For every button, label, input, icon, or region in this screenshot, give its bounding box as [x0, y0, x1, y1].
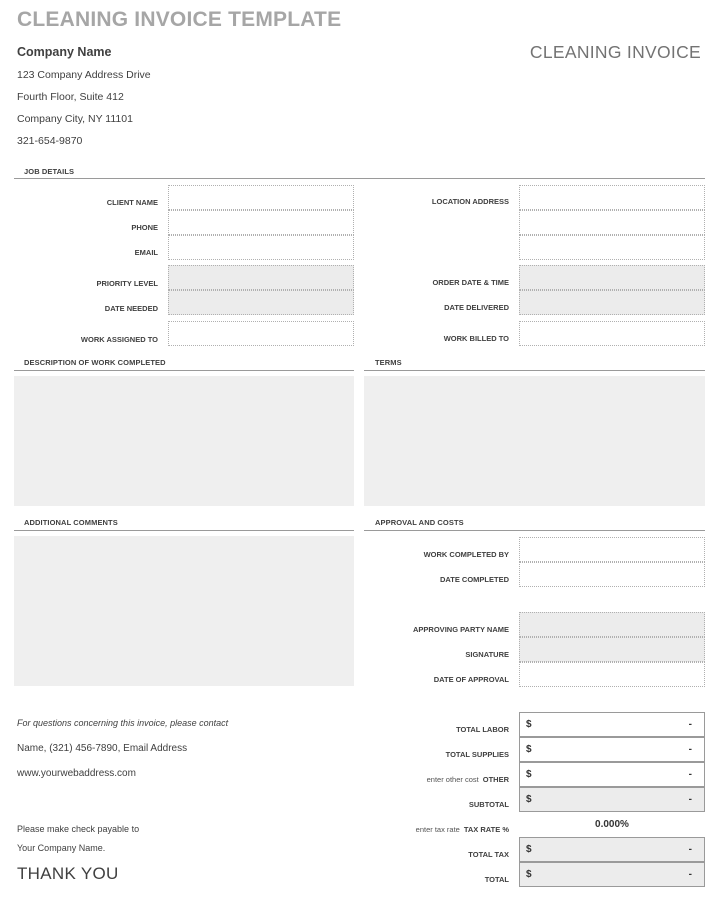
currency-symbol: $	[526, 794, 532, 805]
comments-divider	[14, 530, 354, 531]
subtotal-field	[519, 787, 705, 812]
client-name-field[interactable]	[168, 185, 354, 210]
comments-textarea[interactable]	[14, 536, 354, 686]
total-supplies-label: TOTAL SUPPLIES	[445, 750, 509, 759]
signature-label: SIGNATURE	[465, 650, 509, 659]
other-cost-label	[427, 775, 509, 784]
terms-textarea[interactable]	[364, 376, 705, 506]
date-needed-field[interactable]	[168, 290, 354, 315]
work-assigned-to-field[interactable]	[168, 321, 354, 346]
order-date-time-field[interactable]	[519, 265, 705, 290]
priority-level-field[interactable]	[168, 265, 354, 290]
approving-party-name-field[interactable]	[519, 612, 705, 637]
approval-divider	[364, 530, 705, 531]
date-completed-label: DATE COMPLETED	[439, 575, 509, 584]
amount-value: -	[688, 719, 692, 730]
document-title: CLEANING INVOICE TEMPLATE	[17, 8, 342, 31]
subtotal-label: SUBTOTAL	[468, 800, 509, 809]
invoice-title: CLEANING INVOICE	[529, 42, 701, 62]
amount-value: -	[688, 794, 692, 805]
location-address-field-line1[interactable]	[519, 185, 705, 210]
total-tax-field	[519, 837, 705, 862]
date-delivered-label: DATE DELIVERED	[444, 303, 509, 312]
company-phone: 321-654-9870	[17, 135, 83, 147]
currency-symbol: $	[526, 844, 532, 855]
currency-symbol: $	[526, 869, 532, 880]
amount-value: -	[688, 769, 692, 780]
total-supplies-field[interactable]	[519, 737, 705, 762]
other-cost-field[interactable]	[519, 762, 705, 787]
location-address-label: LOCATION ADDRESS	[431, 197, 509, 206]
client-name-label: CLIENT NAME	[106, 198, 158, 207]
company-name: Company Name	[17, 45, 112, 59]
work-billed-to-field[interactable]	[519, 321, 705, 346]
total-field	[519, 862, 705, 887]
date-of-approval-label: DATE OF APPROVAL	[433, 675, 509, 684]
amount-value: -	[688, 844, 692, 855]
approval-heading: APPROVAL AND COSTS	[375, 518, 464, 527]
tax-rate-label	[416, 825, 509, 834]
signature-field[interactable]	[519, 637, 705, 662]
company-city: Company City, NY 11101	[17, 113, 133, 125]
total-tax-label: TOTAL TAX	[468, 850, 509, 859]
description-heading: DESCRIPTION OF WORK COMPLETED	[24, 358, 166, 367]
location-address-field-line3[interactable]	[519, 235, 705, 260]
total-labor-label: TOTAL LABOR	[456, 725, 509, 734]
total-label: TOTAL	[484, 875, 509, 884]
comments-heading: ADDITIONAL COMMENTS	[24, 518, 118, 527]
tax-rate-label-text: TAX RATE %	[463, 825, 509, 834]
work-billed-to-label: WORK BILLED TO	[443, 334, 509, 343]
terms-divider	[364, 370, 705, 371]
date-delivered-field[interactable]	[519, 290, 705, 315]
amount-value: -	[688, 869, 692, 880]
other-cost-hint: enter other cost	[426, 775, 479, 784]
company-address-line2: Fourth Floor, Suite 412	[17, 91, 124, 103]
description-textarea[interactable]	[14, 376, 354, 506]
priority-level-label: PRIORITY LEVEL	[96, 279, 158, 288]
email-label: EMAIL	[134, 248, 158, 257]
tax-rate-field[interactable]: 0.000%	[595, 819, 629, 830]
date-completed-field[interactable]	[519, 562, 705, 587]
description-divider	[14, 370, 354, 371]
work-completed-by-field[interactable]	[519, 537, 705, 562]
job-details-heading: JOB DETAILS	[24, 167, 75, 176]
date-of-approval-field[interactable]	[519, 662, 705, 687]
thank-you-text: THANK YOU	[17, 864, 119, 883]
job-details-divider	[14, 178, 705, 179]
location-address-field-line2[interactable]	[519, 210, 705, 235]
work-completed-by-label: WORK COMPLETED BY	[423, 550, 509, 559]
phone-field[interactable]	[168, 210, 354, 235]
other-label-text: OTHER	[482, 775, 509, 784]
currency-symbol: $	[526, 719, 532, 730]
phone-label: PHONE	[131, 223, 158, 232]
company-address-line1: 123 Company Address Drive	[17, 69, 151, 81]
currency-symbol: $	[526, 769, 532, 780]
payable-name-text: Your Company Name.	[17, 843, 106, 853]
terms-heading: TERMS	[375, 358, 402, 367]
work-assigned-to-label: WORK ASSIGNED TO	[80, 335, 158, 344]
questions-text: For questions concerning this invoice, please contact	[17, 718, 229, 728]
approving-party-name-label: APPROVING PARTY NAME	[413, 625, 509, 634]
contact-text: Name, (321) 456-7890, Email Address	[17, 743, 188, 754]
amount-value: -	[688, 744, 692, 755]
order-date-time-label: ORDER DATE & TIME	[432, 278, 509, 287]
web-address-text: www.yourwebaddress.com	[17, 768, 136, 779]
email-field[interactable]	[168, 235, 354, 260]
total-labor-field[interactable]	[519, 712, 705, 737]
currency-symbol: $	[526, 744, 532, 755]
tax-rate-hint: enter tax rate	[415, 825, 460, 834]
payable-text: Please make check payable to	[17, 824, 140, 834]
date-needed-label: DATE NEEDED	[104, 304, 158, 313]
